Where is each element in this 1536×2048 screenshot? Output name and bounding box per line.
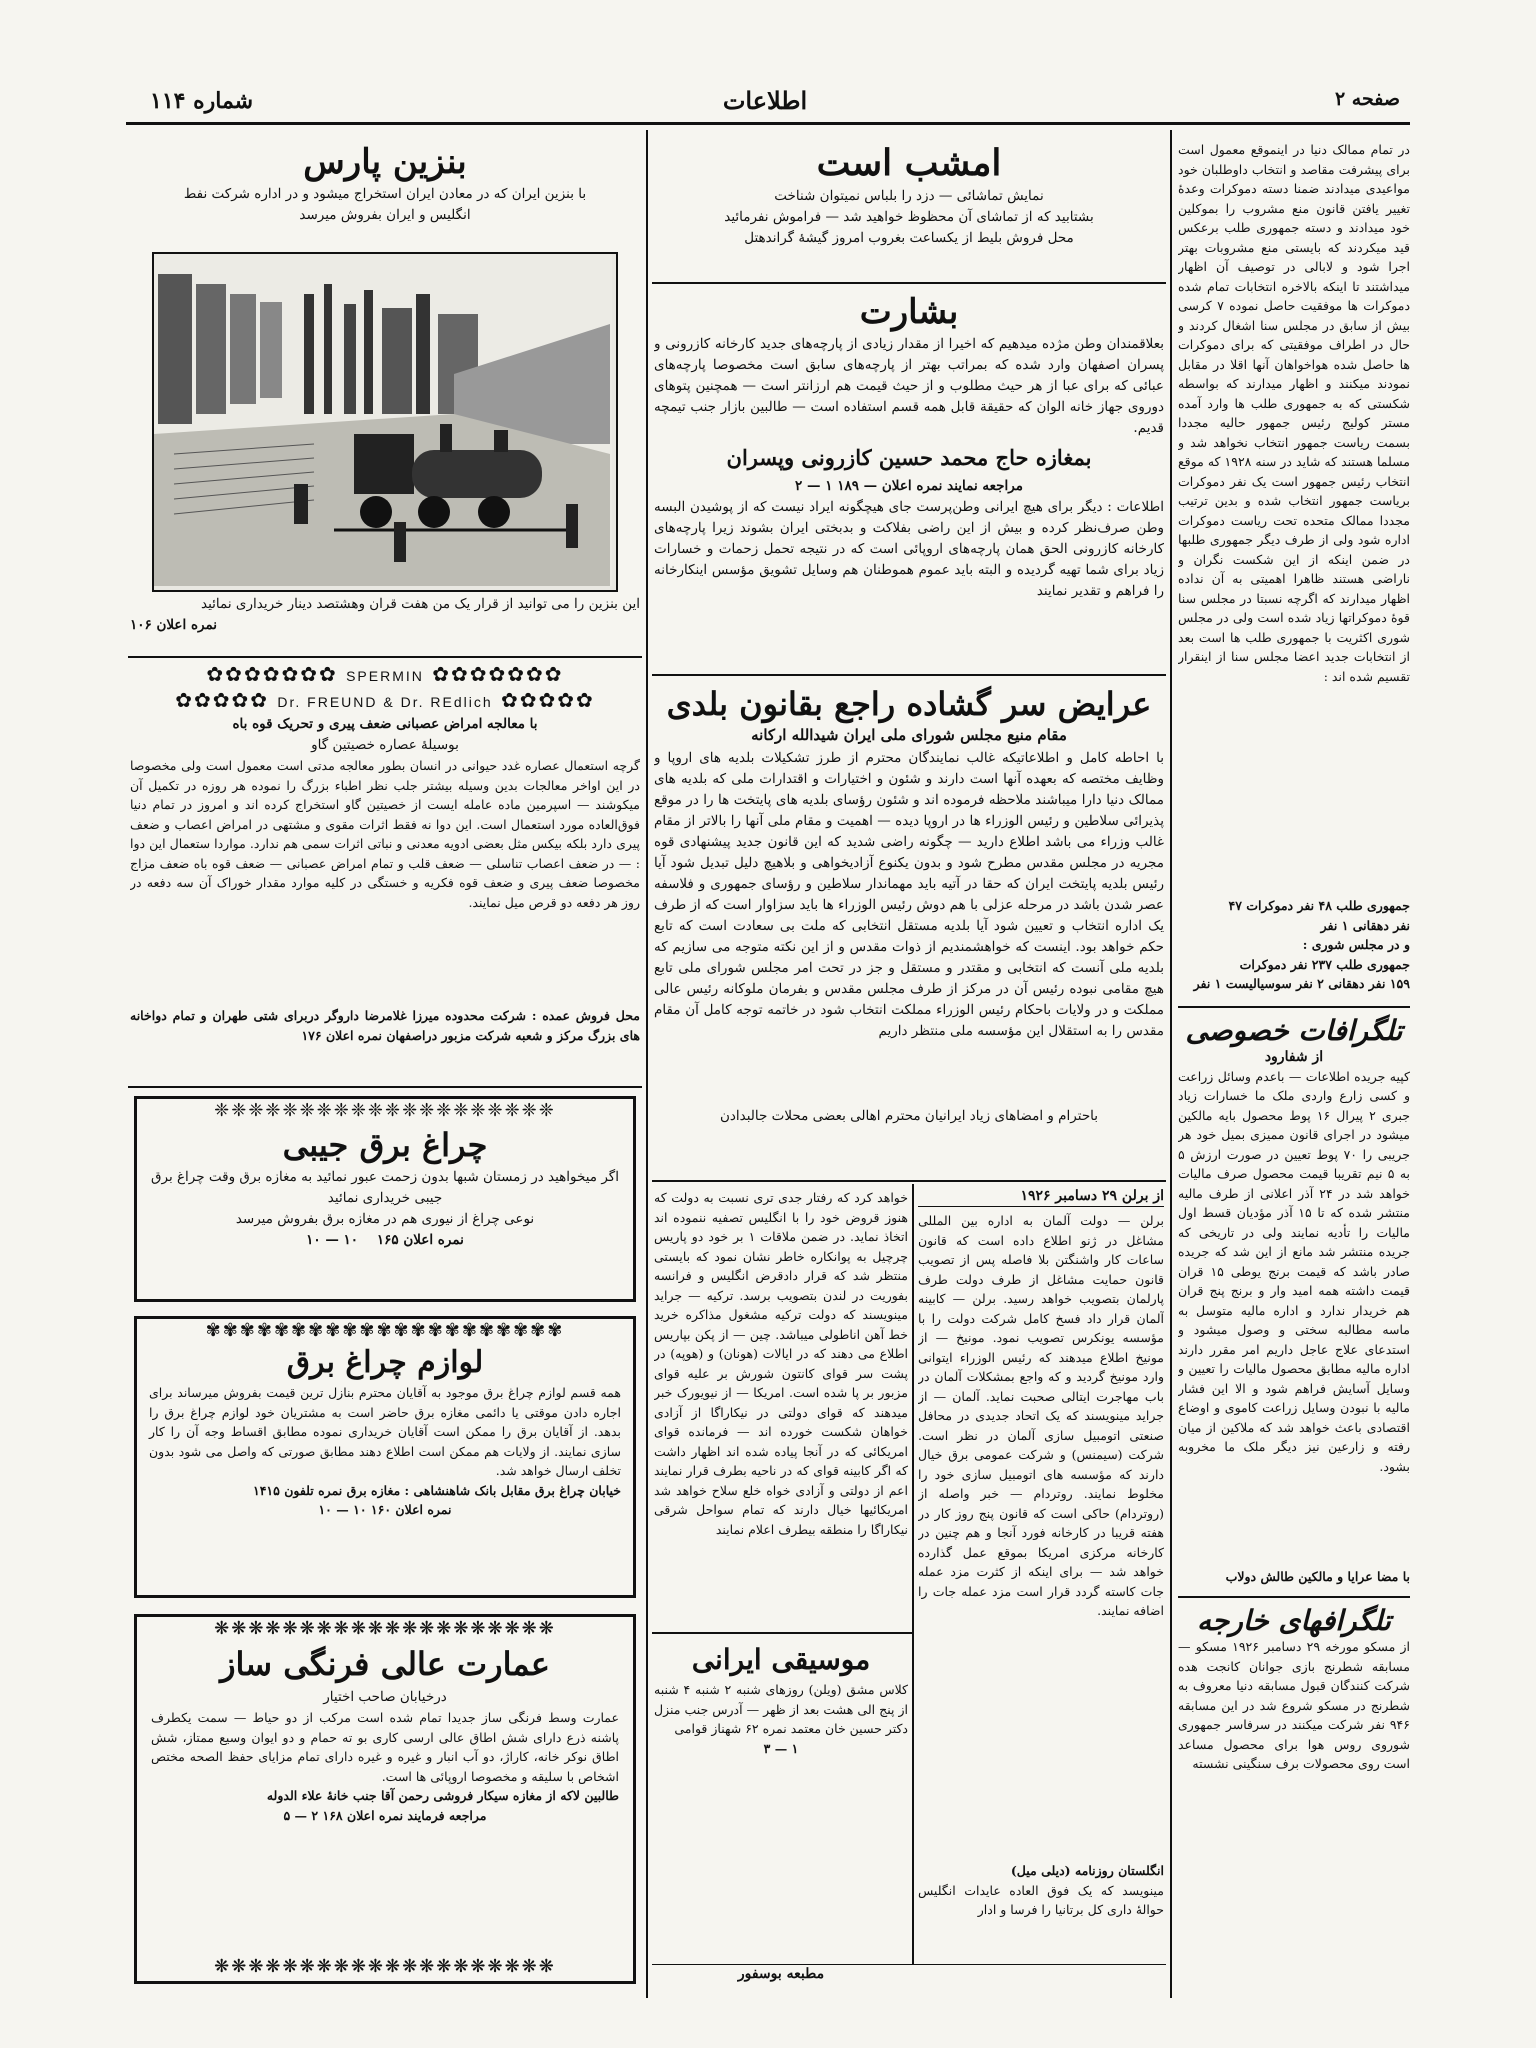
senate-stats: [1178, 896, 1410, 994]
right-column: [1178, 140, 1410, 2000]
refinery-illustration-svg: [154, 254, 612, 586]
private-telegram-body: کپیه جریده اطلاعات — باعدم وسائل زراعت و کسی زارع واردی ملک ما خسارات زیاد جبری ۲ پیرال ۱۶ پوط محصول بایه مالکین میشود در اجرای قانون ممیزی بمیل خود هر جریبی را ۷۰ پوط تعیین در صورت ارزش ۵ به ۵ نیم تقریبا قیمت محصول صرف مالیات خواهد شد در ۲۴ آذر اعلانی از طرف مالیه منتشر شده که تا ۱۵ آذر مؤدیان قسط اول مالیات را تأدیه نمایند ولی در تاریخی که جریده منتشر شد مانع از این شد که جریده صادر باشد که قیمت برنج یوطی ۱۵ قران قیمت داشته همه امید وار و برنج پنج قران هم خریدار ندارد و اداره مالیه متوسل به ماسه مطالبه سختی و وصول میشود و استدعای علاج عاجل داریم امر مقرر دارند اداره مالیه مطابق محصول مالیات را تعیین و وسایل آسایش فراهم شود و الا این فشار مالیه با نبودن وسایل زراعت کاموی و اوضاع اقتصادی باعث خواهد شد که ملاکین از میان رفته و زارعین نیز دیگر ملک ما مخروبه بشود.: [1178, 1068, 1410, 1474]
chimney: [344, 304, 356, 414]
refinery-building: [382, 308, 412, 414]
textile-ad: [654, 290, 1164, 670]
berlin-news-body: برلن — دولت آلمان به اداره بین المللی مشاغل در ژنو اطلاع داده است که قانون ساعات کار واشنگتن بلا فاصله پس از تصویب قانون حمایت مشاغل از طرف دولت طرف پارلمان بتصویب خواهد رسید. برلن — کابینه آلمان قرار داد فسخ کامل شرکت دولت را با مؤسسه یونکرس تصویب نمود. مونیخ — از مونیخ اطلاع میدهند که رئیس الوزراء ایتوانی وارد مونیخ گردید و که واجع بمشکلات آلمان در باب مهاجرت ایتالی صحبت نماید. آلمان — از جراید مینویسند که یک اتحاد جدیدی در محافل صنعتی اتومبیل سازی آلمان در نظر است. شرکت (سیمنس) و شرکت عمومی برق خیال دارند که مؤسسه های اتومبیل سازی خود را مخلوط نمایند. روتردام — خبر واصله از (روتردام) حاکی است که قانون پنج روز کار در هفته قریبا در کارخانه فورد آنجا و هم چنین در کارخانه مرکزی امریکا بموقع عمل گذارده خواهد شد — برای اینکه از کثرت مزد عمله جات کاسته گردد قرار است مزد عمله جات را اضافه نمایند.: [918, 1213, 1164, 1618]
benzin-ad-line: انگلیس و ایران بفروش میرسد: [299, 207, 471, 223]
refinery-locomotive-illustration: [152, 252, 618, 592]
building-ad-body: عمارت وسط فرنگی ساز جدیدا تمام شده است مرکب از دو حیاط — سمت یکطرف پاشنه ذرع دارای شش اطاق عالی ارسی کاری بو ته حمام و دو ایوان وسیع ممتاز، شش اطاق نوکر خانه، کاراژ، دو آب انبار و غیره و غیره دارای تمام مزایای حفظ الصحه مختص اشخاص با سلیقه و مخصوصا اروپائی ها است.: [151, 1710, 619, 1784]
stats-line: نفر دهقانی ۱ نفر: [1320, 917, 1410, 933]
benzin-ad-caption-box: [130, 594, 640, 654]
private-telegrams-title: تلگرافات خصوصی: [1185, 1013, 1403, 1047]
stats-line: ۱۵۹ نفر دهقانی ۲ نفر سوسیالیست ۱ نفر: [1193, 976, 1410, 991]
electric-supplies-body: همه‌ قسم لوازم چراغ برق موجود به آقایان محترم بنازل ترین قیمت بفروش میرساند برای اجاره دادن موقتی یا دائمی مغازه برق حاضر است به مشتریان خود لوازم چراغ برق را بدهد. از آقایان برق را ممکن است آقایان خریداری نموده مطابق اقساط وجه آن را کار سازی نمایند. از ولایات هم ممکن است اطلاع دهند مطابق صورتی که واصل می شود بدون تخلف ارسال خواهد شد.: [149, 1385, 621, 1478]
electric-supplies-ref: نمره اعلان ۱۶۰ ۱۰ — ۱۰: [318, 1502, 452, 1517]
pocket-lamp-series: ۱۰ — ۱۰: [306, 1232, 359, 1248]
pocket-lamp-ref-number: نمره اعلان ۱۶۵: [376, 1232, 464, 1248]
article-subheadline: مقام منیع مجلس شورای ملی ایران شیدالله ارکانه: [751, 726, 1067, 744]
dateline: از برلن ۲۹ دسامبر ۱۹۲۶: [918, 1188, 1164, 1207]
foreign-telegram-body: از مسکو مورخه ۲۹ دسامبر ۱۹۲۶ مسکو — مسابقه شطرنج بازی جوانان کانجت هده شرکت کنندگان قبول مسابقه دنیا معروف به شطرنج در مسکو شروع شد در این مسابقه ۹۴۶ نفر شرکت میکنند در سرفاسر جمهوری شوروی روس هوا برای محصول مساعد است روی محصولات برف سنگینی نشسته: [1178, 1639, 1410, 1771]
stats-line: جمهوری طلب ۴۸ نفر دموکرات ۴۷: [1228, 898, 1410, 913]
page-number-right: صفحه ۲: [1334, 88, 1400, 110]
music-ad-title: موسیقی ایرانی: [691, 1643, 871, 1676]
chimney: [416, 294, 430, 414]
theater-ad-line: نمایش تماشائی — دزد را بلباس نمیتوان شناخت: [774, 188, 1044, 204]
article-signature: باحترام و امضاهای زیاد ایرانیان محترم اهالی بعضی محلات جالبدادن: [719, 1108, 1099, 1124]
divider: [128, 1086, 642, 1088]
ornament-border: ❋❋❋❋❋❋❋❋❋❋❋❋❋❋❋❋❋❋❋❋: [214, 1956, 556, 1977]
spermin-subtitle2: بوسیلۀ عصاره خصیتین گاو: [311, 737, 459, 753]
benzin-ad-ref: نمره اعلان ۱۰۶: [130, 617, 218, 633]
spermin-ad: [130, 662, 640, 1082]
textile-ad-ref: مراجعه نمایند نمره اعلان — ۱۸۹ ۱ — ۲: [795, 478, 1023, 494]
benzin-ad-title: بنزین پارس: [303, 142, 467, 182]
divider: [652, 1964, 1166, 1965]
storage-tank: [158, 274, 192, 424]
music-class-ad: [654, 1640, 908, 1900]
foreign-telegrams-title: تلگرافهای خارجه: [1197, 1604, 1391, 1637]
divider: [652, 674, 1166, 676]
pocket-lamp-ref: [151, 1230, 619, 1251]
england-news-header: انگلستان روزنامه (دیلی میل): [1010, 1863, 1164, 1878]
building-ad-title: عمارت عالی فرنگی ساز: [220, 1645, 550, 1683]
spermin-agent: محل فروش عمده : شرکت محدوده میرزا غلامرضا داروگر دربرای شتی طهران و تمام دواخانه های بزرگ مرکز و شعبه شرکت مزبور دراصفهان نمره اعلان ۱۷۶: [130, 1008, 640, 1043]
chimney: [324, 284, 332, 414]
spermin-subtitle: با معالجه امراض عصبانی ضعف پیری و تحریک قوه باه: [232, 716, 538, 732]
benzin-ad-line: با بنزین ایران که در معادن ایران استخراج میشود و در اداره شرکت نفط: [183, 186, 587, 202]
textile-ad-notice: اطلاعات : دیگر برای هیچ ایرانی وطن‌پرست جای هیچگونه ایراد نیست که از پوشیدن البسه وطن صرف‌نظر کرده و بیش از این راضی بفلاکت و بدبختی ایران بشوند زیرا پارچه‌های کارخانه کازرونی الحق همان پارچه‌های اروپائی است که در نتیجه تحمل زحمات و خسارات زیاد برای شما تهیه گردیده و البته باید عموم هموطنان هم وسایل تشویق مؤسس اینکارخانه را فراهم و تقدیر نمایند: [654, 499, 1164, 599]
england-news-body: مینویسد که یک فوق العاده عایدات انگلیس حوالۀ داری کل برتانیا را فرسا و ادار: [918, 1882, 1164, 1917]
worker-figure: [294, 484, 308, 524]
subcolumn-rule: [912, 1184, 914, 1964]
textile-ad-store: بمغازه حاج محمد حسین کازرونی وپسران: [726, 445, 1092, 470]
theater-ad-line: محل فروش بلیط از یکساعت بغروب امروز گیشۀ گراندهتل: [744, 230, 1074, 246]
world-news-body: خواهد کرد که رفتار جدی تری نسبت به دولت که هنوز قروض خود را با انگلیس تصفیه ننموده اند اتخاذ نماید. در ضمن ملاقات ۱ بر خود دو پاریس چرچیل به پوانکاره خاطر نشان نمود که بایستی منتظر شد که قرار دادقرض انگلیس و فرانسه بفوریت در لندن بتصویب برسد. ترکیه — جراید مینویسند که دولت ترکیه مشغول مذاکره خرید خط آهن اناطولی میباشد. چین — از پکن بپاریس اطلاع می دهند که در ایالات (هونان) و (هوپه) در پشت سر قوای کانتون شورش بر علیه قوای مزبور بر پا شده است. امریکا — از نیویورک خبر میدهند که قوای دولتی در نیکاراگا از آزادی خواهان شکست خورده اند — فرمانده قوای امریکائی که در آنجا پیاده شده اند اظهار داشت که اگر کابینه قوای که در ناحیه بطرف قرار نمایند اعم از دولتی و آزادی خواه خلع سلاح خواهد شد امریکائیها خیال دارند که تمام سواحل شرقی نیکاراگا را منطقه بیطرف اعلام نمایند: [654, 1190, 908, 1537]
building-ad: [134, 1614, 636, 1984]
textile-ad-body: بعلاقمندان وطن مژده میدهیم که اخیرا از مقدار زیادی از پارچه‌های جدید کارخانه کازرونی و پسران اصفهان وارد شده که بمراتب بهتر از پارچه‌های سابق است مخصوصا پارچه‌های عبائی که برای عبا از هر حیث مطلوب و از حیث قیمت هم ارزانتر است — همچنین پتوهای دوروی جهاز خانه الوان که حقیقة قابل همه قسم استفاده است — طالبین بازار جنب تیمچه قدیم.: [654, 336, 1164, 436]
building-ad-subtitle: درخیابان صاحب اختیار: [323, 1689, 447, 1705]
building-ad-contact: طالبین لاکه از مغازه سیکار فروشی رحمن آقا جنب خانۀ علاء الدوله: [266, 1788, 619, 1803]
music-ad-ref: ۱ — ۳: [763, 1740, 799, 1756]
ornament-border: ✾✾✾✾✾✾✾✾✾✾✾✾✾✾✾✾✾✾✾✾✾: [205, 1320, 565, 1341]
us-election-article: در تمام ممالک دنیا در اینموقع معمول است برای پیشرفت مقاصد و انتخاب داوطلبان خود مواعیدی میدادند ضمنا دسته دموکرات وعدۀ تغییر یافتن قانون منع مشروب را بموکلین خود میدادند و دسته جمهوری طلب برعکس قید میکردند که بایستی منع مشروبات بهتر اجرا شود و لابالی در توصیف آن اظهار میداشتند تا اینکه بالاخره انتخابات تمام شده دموکرات ها موفقیت حاصل نموده ۷ کرسی بیش از سابق در مجلس سنا اشغال کردند و حال در اطراف موفقیتی که برای دموکرات ها حاصل شده هواخواهان آنها اقلا در مقابل نمودند میکنند و اظهار میدارند که بواسطه شکستی که به جمهوری طلب ها وارد آمده مستر کولیج رئیس جمهور حالیه مجددا بسمت ریاست جمهور انتخاب نخواهد شد و مسلما هستند که شاید در سنه ۱۹۲۸ که موقع انتخاب رئیس جمهور است یک نفر دموکرات بریاست جمهور انتخاب شده و بدین ترتیب مجددا ممالک متحده تحت ریاست دموکرات اداره شود ولی از طرف دیگر جمهوری طلبها در ضمن اینکه از این شکست نگران و ناراضی هستند ظاهرا اهمیتی به آن نداده اظهار میدارند که اگرچه نسبتا در مجلس سنا قوۀ دموکراتها زیاد شده است ولی در مجلس شوری اکثریت با جمهوری طلب ها است بعد از انتخابات جدید اعضا مجلس سنا از اینقرار تقسیم شده اند :: [1178, 142, 1410, 684]
newspaper-name: اطلاعات: [722, 86, 808, 115]
stats-line: جمهوری طلب ۲۳۷ نفر دموکرات: [1239, 956, 1410, 972]
pocket-lamp-body2: نوعی چراغ از نیوری هم در مغازه برق بفروش میرسد: [235, 1211, 535, 1227]
pocket-lamp-ad: [134, 1096, 636, 1302]
world-news: [654, 1188, 908, 1628]
benzin-ad-caption: این بنزین را می توانید از قرار یک من هفت قران وهشتصد دینار خریداری نمائید: [201, 596, 640, 612]
theater-ad-line: بشتابید که از تماشای آن محظوظ خواهید شد — فراموش نفرمائید: [724, 209, 1094, 225]
ornament-border: ❋❋❋❋❋❋❋❋❋❋❋❋❋❋❋❋❋❋❋❋: [214, 1618, 556, 1639]
divider: [652, 282, 1166, 284]
music-ad-body: کلاس مشق (ویلن) روزهای شنبه ۲ شنبه ۴ شنبه از پنج الی هشت بعد از ظهر — آدرس جنب منزل دکتر حسین خان معتمد نمره ۶۲ شهناز قوامی: [654, 1682, 908, 1736]
printer-credit: مطبعه بوسفور: [737, 1966, 825, 1982]
electric-supplies-title: لوازم چراغ برق: [286, 1345, 484, 1380]
article-headline: عرایض سر گشاده راجع بقانون بلدی: [666, 685, 1152, 723]
theater-ad-title: امشب است: [816, 142, 1002, 184]
chimney: [304, 294, 314, 414]
divider: [652, 1632, 914, 1634]
spermin-doctors: Dr. FREUND & Dr. REdlich: [277, 694, 493, 710]
divider: [128, 656, 642, 658]
theater-ad: [654, 140, 1164, 280]
ornament-border: ✿✿✿✿✿✿✿ SPERMIN ✿✿✿✿✿✿✿: [206, 662, 564, 686]
stats-line: و در مجلس شوری :: [1302, 937, 1410, 952]
building-ad-ref: مراجعه فرمایند نمره اعلان ۱۶۸ ۲ — ۵: [283, 1807, 487, 1823]
header-rule: [126, 122, 1410, 125]
telegram-origin: از شفارود: [1264, 1048, 1324, 1065]
storage-tank: [260, 302, 282, 398]
electric-supplies-address: خیابان چراغ برق مقابل بانک شاهنشاهی : مغازه برق نمره تلفون ۱۴۱۵: [252, 1482, 621, 1498]
column-rule-right: [1170, 130, 1172, 1998]
pocket-lamp-title: چراغ برق جیبی: [282, 1126, 488, 1164]
textile-ad-title: بشارت: [859, 292, 959, 332]
telegram-signature: با مضا عرایا و مالکین طالش دولاب: [1225, 1568, 1410, 1584]
storage-tank: [196, 284, 226, 414]
storage-tank: [230, 294, 256, 404]
article-body: با احاطه کامل و اطلاعاتیکه غالب نمایندگان محترم از طرز تشکیلات بلدیه های اروپا و وظایف مختصه که بعهده آنها است دارند و شئون و اختیارات و اقتدارات ملی که بلدیه های ممالک دنیا دارا میباشند ملاحظه فرموده اند و شئون رؤسای بلدیه های پایتخت ها را در موقع پذیرائی سلاطین و رئیس الوزراء ها در اروپا دیده — اهمیت و مقام ملی آنها را بالاتر از مقام غالب وزراء می باشد اطلاع دارید — چگونه راضی شدید که این قانون جدید پیشنهادی قوه مجریه در مجلس مقدس مطرح شود و بدون یکنوع آزادیخواهی و بلاهیچ دلیل تبدیل شود آیا رئیس بلدیه پایتخت ایران که حقا در آتیه باید مهماندار سلاطین و رؤسای جمهوری و فلاسفه عصر شدن باشد در مرحله عزلی با هم دوش رئیس الوزراء ها باید سزاوار است که از طرف یک اداره انتخاب و تعیین شود آیا بلدیه مستقل انتخابی که ملت بی سعادت است که تابع حکم خواهد بود. اینست که خواهشمندیم از ذوات مقدس و از این نکته متوجه می سازیم که بلدیه ملی آنست که انتخابی و مقتدر و مستقل و جز در تحت امر مجلس شورای ملی تابع هیچ مقامی نبوده رئیس آن در مرکز از طرف مجلس مقدس و بفرمان ملوکانه رئیس عالی مملکت و در ولایات باحکام رئیس الوزراء مملکت انتخاب شود در خاتمه توجه کامل آن مقام مقدس را به استقلال این مؤسسه ملی منتظر داریم: [654, 750, 1164, 1039]
municipal-law-article: [654, 682, 1164, 1176]
ornament-border: ✿✿✿✿✿ Dr. FREUND & Dr. REdlich ✿✿✿✿✿: [175, 688, 595, 712]
divider: [652, 1180, 1166, 1182]
page-number-left: شماره ۱۱۴: [150, 88, 254, 114]
ornament-border: ❈❈❈❈❈❈❈❈❈❈❈❈❈❈❈❈❈❈❈❈: [214, 1100, 556, 1121]
electric-supplies-ad: [134, 1316, 636, 1598]
worker-figure: [566, 504, 578, 548]
worker-figure: [394, 522, 406, 562]
chimney: [364, 290, 373, 414]
berlin-news: [918, 1188, 1164, 1978]
spermin-brand: SPERMIN: [346, 668, 424, 684]
column-rule-left: [646, 130, 648, 1998]
pocket-lamp-body: اگر میخواهید در زمستان شبها بدون زحمت عبور نمائید به مغازه برق وقت چراغ برق جیبی خریداری نمائید: [151, 1169, 619, 1206]
spermin-body: گرچه استعمال عصاره غدد حیوانی در انسان بطور معالجه مدتی است معمول است ولی مخصوصا در این اواخر معالجات بدین وسیله بیشتر جلب نظر اطباء بزرگ را نموده هر روزه در تکمیل آن میکوشند — اسپرمین ماده عامله ایست از خصیتین گاو استخراج کرده اند و امروز در تمام دنیا فوق‌العاده مورد استعمال است. این دوا نه فقط اثرات مقوی و مشتهی در امراض اعصاب و ضعف پیری دارد بلکه بیکس مثل بعضی ادویه معدنی و نباتی اثرات سمی هم ندارد. مواردا ستعمال این دوا : — در ضعف اعصاب تناسلی — ضعف قلب و تمام امراض عصبانی — ضعف قوه باه ضعف مزاج مخصوصا ضعف پیری و ضعف قوه فکریه و خستگی در کلیه موارد مقدار خوراک آن سه دفعه در روز هر دفعه دو قرص میل نمایند.: [130, 758, 640, 910]
